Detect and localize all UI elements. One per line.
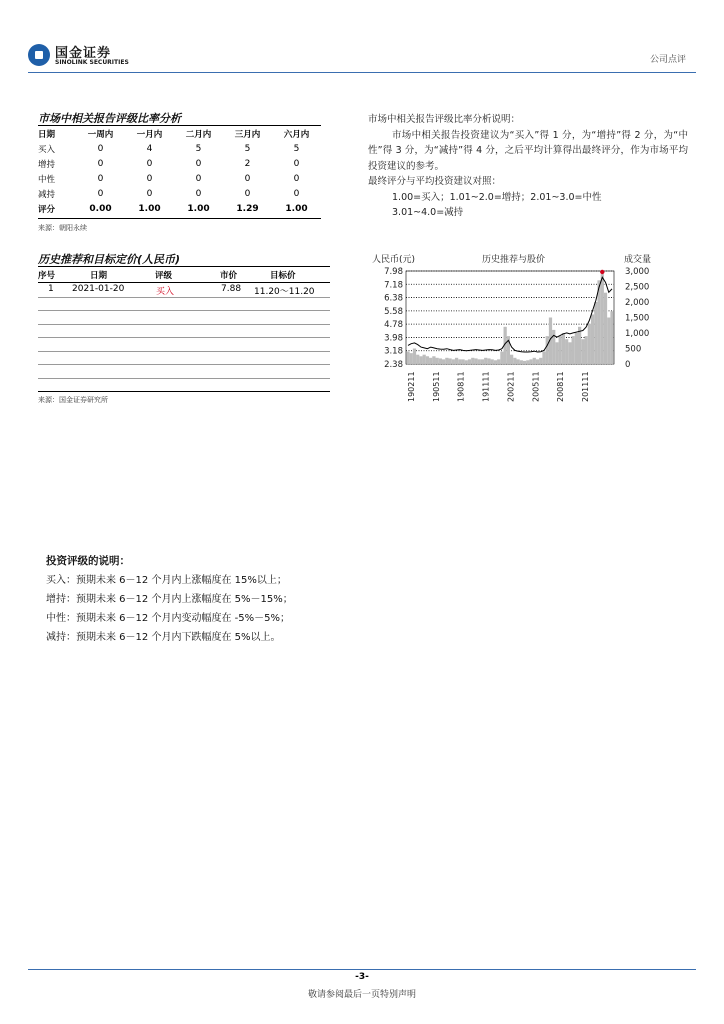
column-header: 一月内 — [136, 129, 163, 140]
volume-bar — [526, 360, 529, 364]
mapping-line: 1.00=买入；1.01~2.0=增持；2.01~3.0=中性 — [392, 191, 602, 203]
y-tick-label: 5.58 — [384, 306, 403, 317]
y-tick-label: 4.78 — [384, 320, 403, 331]
volume-bar — [542, 352, 545, 364]
table-row — [38, 171, 321, 186]
row-label: 中性 — [38, 174, 56, 185]
column-header: 序号 — [38, 271, 56, 281]
column-header: 六月内 — [283, 129, 310, 140]
rating-note: 减持：预期未来 6－12 个月内下跌幅度在 5%以上。 — [46, 632, 281, 643]
volume-bar — [594, 302, 597, 364]
volume-bar — [578, 327, 581, 364]
y-axis-ticks — [384, 267, 403, 370]
row-number: 1 — [48, 284, 54, 294]
blank-row-rule — [38, 378, 330, 379]
volume-bar — [445, 358, 448, 364]
history-table — [38, 268, 330, 297]
volume-bar — [539, 358, 542, 364]
document-type: 公司点评 — [649, 55, 686, 65]
volume-bar — [491, 359, 494, 364]
volume-bar — [523, 361, 526, 364]
row-date: 2021-01-20 — [72, 284, 125, 294]
volume-bar — [468, 359, 471, 364]
volume-bar — [442, 359, 445, 364]
rating-note: 中性：预期未来 6－12 个月内变动幅度在 -5%－5%； — [46, 613, 290, 624]
volume-bar — [575, 333, 578, 364]
score-cell: 1.00 — [187, 203, 210, 214]
y2-tick-label: 500 — [625, 344, 642, 355]
score-cell: 1.00 — [138, 203, 161, 214]
volume-bar — [604, 293, 607, 364]
volume-bar — [565, 339, 568, 364]
x-axis-ticks — [407, 371, 590, 402]
y2-tick-label: 2,000 — [625, 298, 650, 308]
volume-bar — [419, 356, 422, 364]
volume-bar — [555, 342, 558, 364]
row-label: 买入 — [38, 144, 56, 155]
stats-bottom-rule — [38, 218, 321, 219]
volume-bar — [465, 360, 468, 364]
investment-rating-notes — [46, 552, 293, 647]
column-header: 一周内 — [87, 129, 114, 140]
volume-bar — [500, 352, 503, 364]
volume-bar — [516, 359, 519, 364]
row-label: 评分 — [38, 204, 56, 215]
table-cell: 0 — [293, 158, 300, 169]
explanation-body: 市场中相关报告投资建议为“买入”得 1 分，为“增持”得 2 分，为“中性”得 3 分，为“减持”得 4 分，之后平均计算得出最终评分，作为市场平均投资建议的参考。 — [368, 129, 688, 172]
volume-bar — [429, 358, 432, 364]
x-tick-label: 190511 — [431, 371, 441, 402]
column-header: 日期 — [38, 129, 56, 140]
volume-bar — [439, 358, 442, 364]
volume-bar — [461, 359, 464, 364]
score-cell: 1.00 — [285, 203, 308, 214]
table-cell: 0 — [146, 158, 153, 169]
blank-row-rule — [38, 310, 330, 311]
chart-title: 历史推荐与股价 — [482, 255, 546, 265]
stats-source: 来源：朝阳永续 — [38, 224, 87, 232]
volume-bar — [494, 360, 497, 364]
volume-bar — [436, 358, 439, 364]
header-divider — [28, 72, 696, 73]
blank-row-rule — [38, 324, 330, 325]
score-row — [38, 201, 321, 216]
volume-bar — [448, 358, 451, 364]
table-cell: 0 — [146, 188, 153, 199]
volume-bar — [474, 358, 477, 364]
table-row — [38, 156, 321, 171]
mapping-line: 3.01~4.0=减持 — [392, 207, 464, 218]
blank-row-rule — [38, 337, 330, 338]
y-tick-label: 7.18 — [384, 280, 403, 291]
marker-dot — [600, 270, 604, 274]
y-tick-label: 7.98 — [384, 267, 403, 277]
volume-bar — [536, 359, 539, 364]
page-number: -3- — [355, 972, 369, 982]
volume-bar — [546, 336, 549, 364]
table-cell: 4 — [146, 143, 153, 154]
volume-bar — [513, 358, 516, 364]
column-header: 三月内 — [234, 129, 261, 140]
volume-series — [406, 274, 613, 364]
table-cell: 0 — [244, 188, 251, 199]
footer-divider — [28, 969, 696, 970]
stats-title: 市场中相关报告评级比率分析 — [38, 112, 181, 125]
table-cell: 0 — [195, 188, 202, 199]
x-tick-label: 190811 — [456, 371, 466, 402]
column-header: 日期 — [90, 271, 108, 281]
table-header-row — [38, 268, 330, 282]
logo-english-name: SINOLINK SECURITIES — [55, 59, 129, 66]
history-title: 历史推荐和目标定价(人民币) — [38, 253, 181, 266]
table-cell: 0 — [97, 143, 104, 154]
volume-bar — [584, 336, 587, 364]
row-label: 减持 — [38, 189, 56, 200]
table-cell: 2 — [244, 158, 251, 169]
volume-bar — [406, 352, 409, 364]
table-cell: 0 — [195, 158, 202, 169]
x-tick-label: 201111 — [581, 371, 590, 402]
price-history-chart — [364, 250, 684, 410]
volume-bar — [568, 342, 571, 364]
x-tick-label: 190211 — [407, 371, 416, 402]
y2-axis-ticks — [625, 267, 649, 370]
column-header: 市价 — [220, 271, 238, 281]
volume-bar — [562, 333, 565, 364]
volume-bar — [591, 314, 594, 364]
y2-tick-label: 1,500 — [625, 313, 650, 324]
y-tick-label: 3.98 — [384, 333, 403, 344]
logo-chinese-name: 国金证券 — [55, 46, 112, 61]
table-cell: 0 — [195, 173, 202, 184]
volume-bar — [497, 359, 500, 364]
rating-stats-table — [38, 126, 321, 216]
volume-bar — [487, 358, 490, 364]
row-target: 11.20～11.20 — [254, 287, 315, 297]
x-tick-label: 200811 — [556, 371, 566, 402]
table-cell: 0 — [293, 188, 300, 199]
volume-bar — [484, 358, 487, 364]
table-cell: 0 — [293, 173, 300, 184]
volume-bar — [413, 349, 416, 365]
volume-bar — [510, 355, 513, 364]
row-label: 增持 — [38, 159, 56, 170]
column-header: 评级 — [155, 271, 173, 281]
y2-axis-label: 成交量 — [624, 255, 652, 265]
column-header: 目标价 — [270, 271, 296, 281]
rating-note: 增持：预期未来 6－12 个月内上涨幅度在 5%－15%； — [46, 594, 293, 605]
rating-explanation — [368, 112, 688, 221]
table-cell: 5 — [244, 143, 251, 154]
table-cell: 0 — [97, 173, 104, 184]
volume-bar — [533, 358, 536, 364]
x-tick-label: 200211 — [506, 371, 516, 402]
volume-bar — [572, 336, 575, 364]
volume-bar — [610, 311, 613, 364]
table-row — [38, 282, 330, 297]
recommendation-marker — [600, 270, 604, 274]
history-source: 来源：国金证券研究所 — [38, 396, 108, 404]
blank-row-rule — [38, 364, 330, 365]
table-cell: 0 — [244, 173, 251, 184]
company-logo — [28, 41, 138, 71]
volume-bar — [581, 339, 584, 364]
history-top-rule — [38, 266, 330, 267]
row-rating: 买入 — [156, 287, 175, 297]
x-tick-label: 191111 — [481, 371, 491, 402]
logo-icon — [28, 44, 50, 66]
column-header: 二月内 — [185, 129, 212, 140]
volume-bar — [601, 274, 604, 364]
table-row — [38, 141, 321, 156]
volume-bar — [458, 359, 461, 364]
table-header-row — [38, 126, 321, 141]
volume-bar — [432, 356, 435, 364]
volume-bar — [452, 359, 455, 364]
y-tick-label: 6.38 — [384, 293, 403, 304]
volume-bar — [471, 358, 474, 364]
blank-row-rule — [38, 297, 330, 298]
y2-tick-label: 2,500 — [625, 282, 650, 293]
volume-bar — [410, 353, 413, 364]
mapping-title: 最终评分与平均投资建议对照： — [368, 176, 502, 187]
volume-bar — [588, 324, 591, 364]
table-cell: 0 — [146, 173, 153, 184]
table-cell: 0 — [97, 158, 104, 169]
explanation-title: 市场中相关报告评级比率分析说明： — [368, 114, 521, 125]
x-tick-label: 200511 — [531, 371, 541, 402]
table-cell: 0 — [97, 188, 104, 199]
volume-bar — [455, 358, 458, 364]
volume-bar — [559, 336, 562, 364]
y2-tick-label: 3,000 — [625, 267, 650, 277]
rating-note: 买入：预期未来 6－12 个月内上涨幅度在 15%以上； — [46, 575, 287, 586]
volume-bar — [607, 318, 610, 365]
volume-bar — [423, 355, 426, 364]
volume-bar — [529, 359, 532, 364]
y-tick-label: 3.18 — [384, 346, 403, 357]
rating-notes-title: 投资评级的说明： — [46, 555, 130, 567]
volume-bar — [520, 360, 523, 364]
row-price: 7.88 — [221, 284, 242, 294]
volume-bar — [416, 355, 419, 364]
y2-tick-label: 1,000 — [625, 329, 650, 339]
table-cell: 5 — [293, 143, 300, 154]
table-cell: 5 — [195, 143, 202, 154]
y2-tick-label: 0 — [625, 360, 631, 370]
history-bottom-rule — [38, 391, 330, 392]
footer-disclaimer: 敬请参阅最后一页特别声明 — [307, 990, 416, 1000]
table-row — [38, 186, 321, 201]
volume-bar — [426, 356, 429, 364]
blank-row-rule — [38, 351, 330, 352]
volume-bar — [478, 359, 481, 364]
score-cell: 0.00 — [89, 203, 112, 214]
score-cell: 1.29 — [236, 203, 259, 214]
volume-bar — [481, 359, 484, 364]
y-axis-label: 人民币(元) — [372, 255, 416, 265]
y-tick-label: 2.38 — [384, 360, 403, 370]
